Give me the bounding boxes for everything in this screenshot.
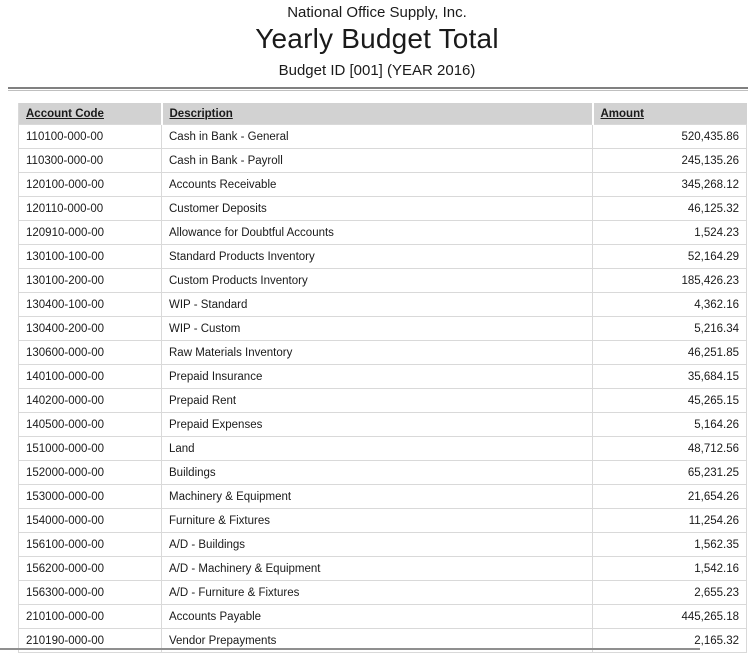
description-cell: Standard Products Inventory: [162, 245, 593, 269]
description-cell: Prepaid Expenses: [162, 413, 593, 437]
table-row: [19, 221, 747, 245]
company-name: National Office Supply, Inc.: [287, 4, 467, 21]
table-row: [19, 437, 747, 461]
table-row: [19, 581, 747, 605]
table-row: [19, 149, 747, 173]
account-code-cell: 130600-000-00: [19, 341, 162, 365]
account-code-cell: 130400-200-00: [19, 317, 162, 341]
amount-cell: 1,524.23: [593, 221, 747, 245]
table-row: [19, 365, 747, 389]
account-code-cell: 156300-000-00: [19, 581, 162, 605]
budget-table: [18, 103, 747, 653]
description-cell: Prepaid Rent: [162, 389, 593, 413]
table-row: [19, 341, 747, 365]
description-cell: Cash in Bank - Payroll: [162, 149, 593, 173]
amount-cell: 46,125.32: [593, 197, 747, 221]
table-row: [19, 461, 747, 485]
amount-cell: 185,426.23: [593, 269, 747, 293]
account-code-cell: 130400-100-00: [19, 293, 162, 317]
table-row: [19, 605, 747, 629]
description-cell: WIP - Custom: [162, 317, 593, 341]
amount-cell: 35,684.15: [593, 365, 747, 389]
table-row: [19, 293, 747, 317]
table-row: [19, 245, 747, 269]
table-row: [19, 125, 747, 149]
description-cell: Prepaid Insurance: [162, 365, 593, 389]
account-code-cell: 152000-000-00: [19, 461, 162, 485]
account-code-cell: 140200-000-00: [19, 389, 162, 413]
table-row: [19, 389, 747, 413]
amount-cell: 2,655.23: [593, 581, 747, 605]
table-row: [19, 269, 747, 293]
account-code-cell: 151000-000-00: [19, 437, 162, 461]
account-code-cell: 156200-000-00: [19, 557, 162, 581]
description-cell: Land: [162, 437, 593, 461]
description-cell: A/D - Buildings: [162, 533, 593, 557]
amount-cell: 5,216.34: [593, 317, 747, 341]
amount-cell: 4,362.16: [593, 293, 747, 317]
table-row: [19, 485, 747, 509]
description-cell: A/D - Machinery & Equipment: [162, 557, 593, 581]
description-cell: Raw Materials Inventory: [162, 341, 593, 365]
table-header-row: [19, 103, 747, 125]
description-cell: WIP - Standard: [162, 293, 593, 317]
column-header-account-code: Account Code: [19, 103, 162, 125]
account-code-cell: 156100-000-00: [19, 533, 162, 557]
description-cell: Custom Products Inventory: [162, 269, 593, 293]
account-code-cell: 110300-000-00: [19, 149, 162, 173]
column-header-amount: Amount: [593, 103, 747, 125]
amount-cell: 1,562.35: [593, 533, 747, 557]
amount-cell: 445,265.18: [593, 605, 747, 629]
description-cell: Accounts Receivable: [162, 173, 593, 197]
amount-cell: 345,268.12: [593, 173, 747, 197]
description-cell: Furniture & Fixtures: [162, 509, 593, 533]
amount-cell: 520,435.86: [593, 125, 747, 149]
amount-cell: 48,712.56: [593, 437, 747, 461]
window-bottom-edge: [0, 648, 700, 650]
description-cell: Buildings: [162, 461, 593, 485]
description-cell: Cash in Bank - General: [162, 125, 593, 149]
report-title: Yearly Budget Total: [255, 23, 499, 54]
column-header-description: Description: [162, 103, 593, 125]
amount-cell: 1,542.16: [593, 557, 747, 581]
description-cell: Machinery & Equipment: [162, 485, 593, 509]
account-code-cell: 140100-000-00: [19, 365, 162, 389]
report-subtitle: Budget ID [001] (YEAR 2016): [278, 62, 476, 79]
description-cell: Vendor Prepayments: [162, 629, 593, 653]
table-row: [19, 413, 747, 437]
amount-cell: 65,231.25: [593, 461, 747, 485]
account-code-cell: 130100-200-00: [19, 269, 162, 293]
header-divider-rule: [8, 87, 748, 91]
budget-table-body: [19, 125, 747, 653]
account-code-cell: 120100-000-00: [19, 173, 162, 197]
account-code-cell: 210100-000-00: [19, 605, 162, 629]
account-code-cell: 153000-000-00: [19, 485, 162, 509]
description-cell: Customer Deposits: [162, 197, 593, 221]
amount-cell: 5,164.26: [593, 413, 747, 437]
account-code-cell: 210190-000-00: [19, 629, 162, 653]
amount-cell: 46,251.85: [593, 341, 747, 365]
account-code-cell: 120910-000-00: [19, 221, 162, 245]
description-cell: Allowance for Doubtful Accounts: [162, 221, 593, 245]
amount-cell: 245,135.26: [593, 149, 747, 173]
amount-cell: 52,164.29: [593, 245, 747, 269]
table-row: [19, 533, 747, 557]
table-row: [19, 197, 747, 221]
account-code-cell: 120110-000-00: [19, 197, 162, 221]
table-row: [19, 509, 747, 533]
description-cell: A/D - Furniture & Fixtures: [162, 581, 593, 605]
amount-cell: 2,165.32: [593, 629, 747, 653]
account-code-cell: 154000-000-00: [19, 509, 162, 533]
account-code-cell: 140500-000-00: [19, 413, 162, 437]
amount-cell: 45,265.15: [593, 389, 747, 413]
account-code-cell: 110100-000-00: [19, 125, 162, 149]
amount-cell: 21,654.26: [593, 485, 747, 509]
table-row: [19, 173, 747, 197]
table-row: [19, 317, 747, 341]
description-cell: Accounts Payable: [162, 605, 593, 629]
amount-cell: 11,254.26: [593, 509, 747, 533]
account-code-cell: 130100-100-00: [19, 245, 162, 269]
table-row: [19, 557, 747, 581]
